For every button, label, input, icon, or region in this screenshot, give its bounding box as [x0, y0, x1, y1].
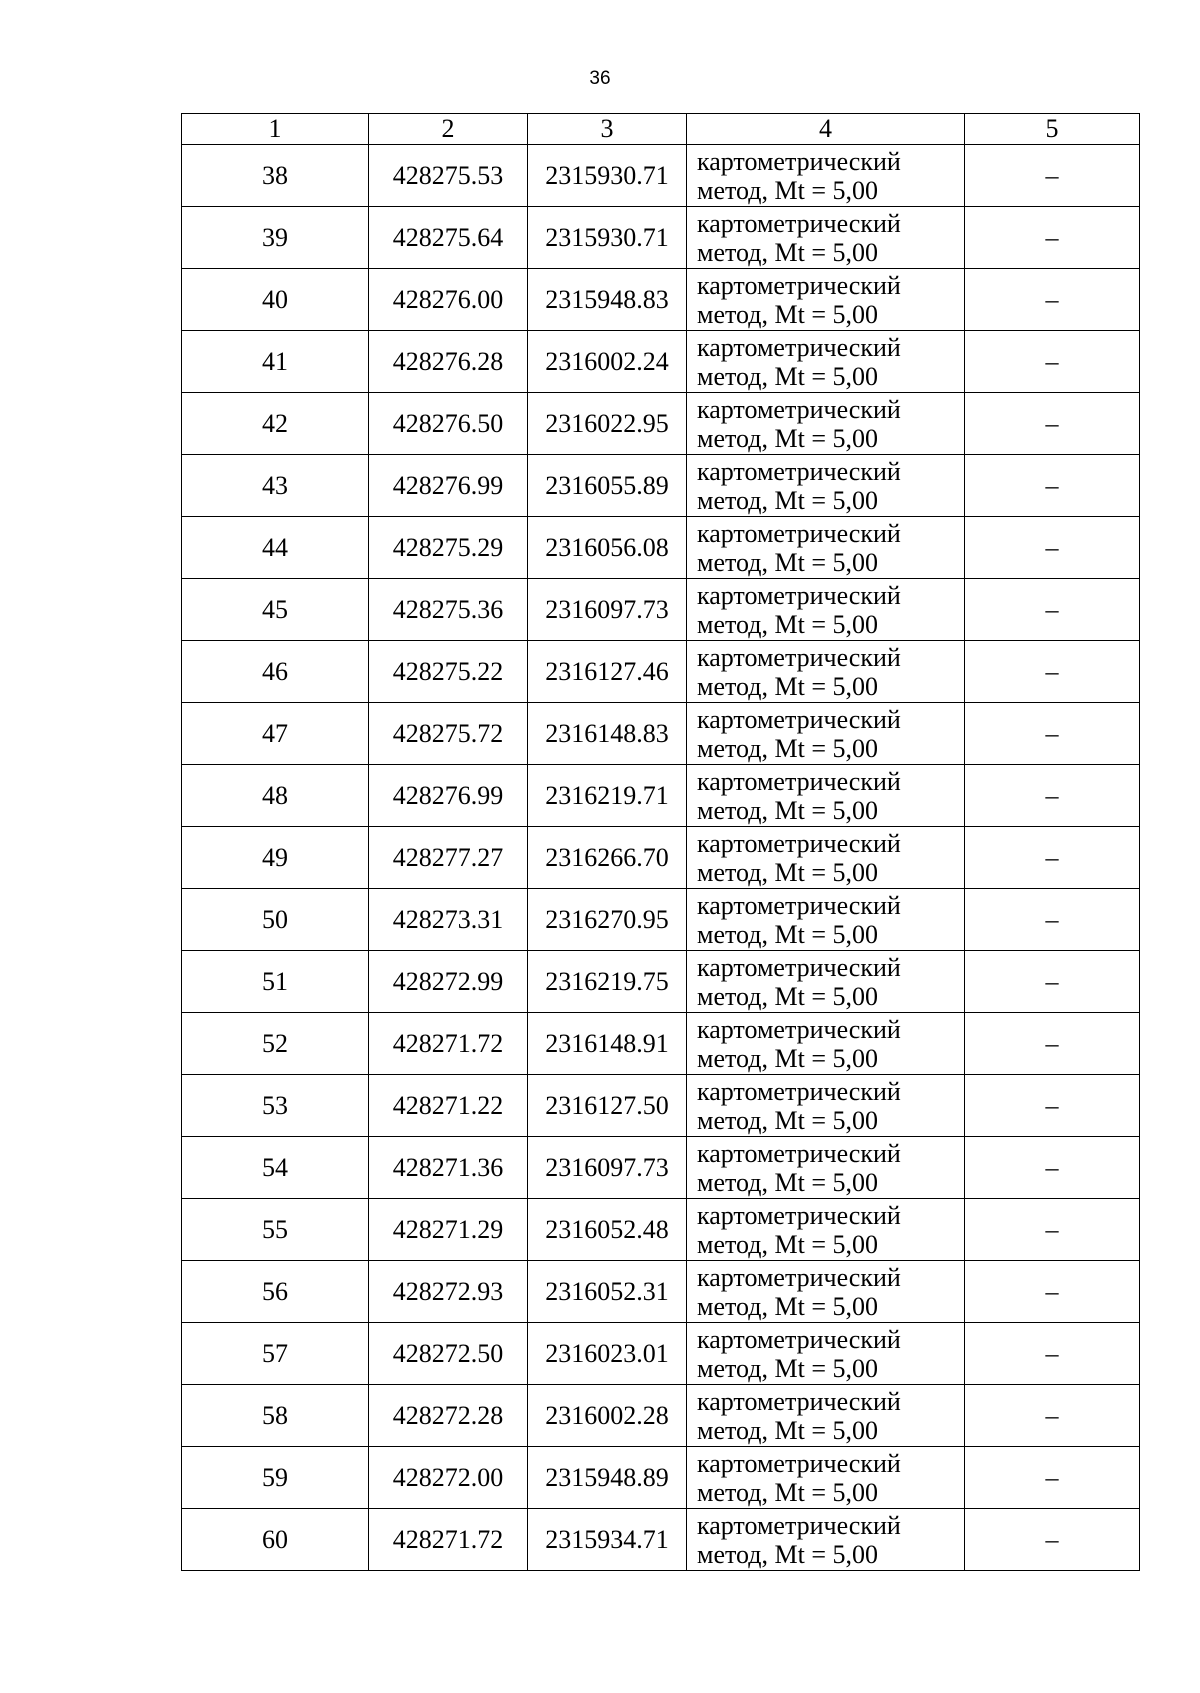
- table-row: [182, 455, 1140, 517]
- column-header-3: 3: [528, 114, 687, 145]
- cell-coordinate-y: 2315934.71: [528, 1509, 687, 1571]
- method-line-2: метод, Mt = 5,00: [697, 175, 878, 205]
- cell-coordinate-x: 428272.50: [369, 1323, 528, 1385]
- cell-note: –: [965, 827, 1140, 889]
- cell-method: [687, 455, 965, 517]
- method-line-1: картометрический: [697, 766, 901, 796]
- cell-point-number: 54: [182, 1137, 369, 1199]
- table-row: [182, 579, 1140, 641]
- cell-point-number: 60: [182, 1509, 369, 1571]
- table-row: [182, 1261, 1140, 1323]
- cell-coordinate-x: 428271.36: [369, 1137, 528, 1199]
- method-line-1: картометрический: [697, 1014, 901, 1044]
- cell-method: [687, 641, 965, 703]
- cell-point-number: 55: [182, 1199, 369, 1261]
- method-line-2: метод, Mt = 5,00: [697, 609, 878, 639]
- cell-point-number: 39: [182, 207, 369, 269]
- cell-method: [687, 1323, 965, 1385]
- table-header: [182, 114, 1140, 145]
- cell-coordinate-x: 428273.31: [369, 889, 528, 951]
- table-row: [182, 1447, 1140, 1509]
- cell-method: [687, 1013, 965, 1075]
- cell-note: –: [965, 641, 1140, 703]
- cell-method: [687, 889, 965, 951]
- table-row: [182, 1385, 1140, 1447]
- cell-coordinate-x: 428272.93: [369, 1261, 528, 1323]
- cell-coordinate-y: 2315948.83: [528, 269, 687, 331]
- cell-point-number: 50: [182, 889, 369, 951]
- cell-note: –: [965, 951, 1140, 1013]
- cell-point-number: 48: [182, 765, 369, 827]
- cell-coordinate-y: 2316055.89: [528, 455, 687, 517]
- table-row: [182, 393, 1140, 455]
- cell-point-number: 52: [182, 1013, 369, 1075]
- method-line-2: метод, Mt = 5,00: [697, 1353, 878, 1383]
- method-line-1: картометрический: [697, 208, 901, 238]
- cell-note: –: [965, 145, 1140, 207]
- cell-coordinate-y: 2316270.95: [528, 889, 687, 951]
- table-row: [182, 951, 1140, 1013]
- cell-note: –: [965, 1199, 1140, 1261]
- cell-coordinate-x: 428276.99: [369, 765, 528, 827]
- method-line-2: метод, Mt = 5,00: [697, 485, 878, 515]
- method-line-1: картометрический: [697, 518, 901, 548]
- method-line-1: картометрический: [697, 890, 901, 920]
- cell-coordinate-y: 2316097.73: [528, 579, 687, 641]
- cell-coordinate-y: 2316097.73: [528, 1137, 687, 1199]
- table-row: [182, 1075, 1140, 1137]
- cell-point-number: 40: [182, 269, 369, 331]
- method-line-2: метод, Mt = 5,00: [697, 1043, 878, 1073]
- cell-point-number: 43: [182, 455, 369, 517]
- cell-note: –: [965, 1261, 1140, 1323]
- cell-coordinate-x: 428276.28: [369, 331, 528, 393]
- cell-point-number: 59: [182, 1447, 369, 1509]
- method-line-2: метод, Mt = 5,00: [697, 1539, 878, 1569]
- method-line-1: картометрический: [697, 394, 901, 424]
- cell-point-number: 47: [182, 703, 369, 765]
- cell-method: [687, 765, 965, 827]
- cell-coordinate-y: 2316148.83: [528, 703, 687, 765]
- cell-coordinate-y: 2316148.91: [528, 1013, 687, 1075]
- cell-method: [687, 1447, 965, 1509]
- cell-note: –: [965, 1509, 1140, 1571]
- cell-point-number: 49: [182, 827, 369, 889]
- cell-note: –: [965, 393, 1140, 455]
- cell-point-number: 41: [182, 331, 369, 393]
- cell-method: [687, 269, 965, 331]
- cell-method: [687, 331, 965, 393]
- cell-point-number: 56: [182, 1261, 369, 1323]
- method-line-1: картометрический: [697, 1510, 901, 1540]
- cell-method: [687, 827, 965, 889]
- cell-point-number: 45: [182, 579, 369, 641]
- cell-method: [687, 393, 965, 455]
- cell-method: [687, 1137, 965, 1199]
- cell-note: –: [965, 765, 1140, 827]
- method-line-2: метод, Mt = 5,00: [697, 361, 878, 391]
- cell-coordinate-y: 2315930.71: [528, 145, 687, 207]
- method-line-2: метод, Mt = 5,00: [697, 1229, 878, 1259]
- cell-method: [687, 1199, 965, 1261]
- cell-coordinate-y: 2316002.24: [528, 331, 687, 393]
- method-line-1: картометрический: [697, 332, 901, 362]
- method-line-1: картометрический: [697, 1448, 901, 1478]
- cell-coordinate-x: 428277.27: [369, 827, 528, 889]
- cell-method: [687, 207, 965, 269]
- header-row: [182, 114, 1140, 145]
- coordinates-table: [181, 113, 1140, 1571]
- method-line-1: картометрический: [697, 1076, 901, 1106]
- cell-coordinate-x: 428276.00: [369, 269, 528, 331]
- table-row: [182, 517, 1140, 579]
- cell-note: –: [965, 269, 1140, 331]
- table-row: [182, 1137, 1140, 1199]
- method-line-2: метод, Mt = 5,00: [697, 299, 878, 329]
- table-row: [182, 827, 1140, 889]
- cell-coordinate-x: 428276.50: [369, 393, 528, 455]
- cell-coordinate-y: 2316127.50: [528, 1075, 687, 1137]
- method-line-2: метод, Mt = 5,00: [697, 733, 878, 763]
- column-header-4: 4: [687, 114, 965, 145]
- cell-method: [687, 1385, 965, 1447]
- table-row: [182, 269, 1140, 331]
- cell-method: [687, 1075, 965, 1137]
- method-line-2: метод, Mt = 5,00: [697, 919, 878, 949]
- cell-note: –: [965, 207, 1140, 269]
- method-line-2: метод, Mt = 5,00: [697, 1167, 878, 1197]
- table-row: [182, 703, 1140, 765]
- cell-note: –: [965, 1137, 1140, 1199]
- table-row: [182, 889, 1140, 951]
- table-row: [182, 765, 1140, 827]
- table-row: [182, 207, 1140, 269]
- cell-note: –: [965, 889, 1140, 951]
- cell-point-number: 46: [182, 641, 369, 703]
- method-line-1: картометрический: [697, 1200, 901, 1230]
- cell-note: –: [965, 1013, 1140, 1075]
- method-line-2: метод, Mt = 5,00: [697, 1291, 878, 1321]
- cell-coordinate-y: 2316056.08: [528, 517, 687, 579]
- method-line-2: метод, Mt = 5,00: [697, 981, 878, 1011]
- cell-note: –: [965, 517, 1140, 579]
- cell-coordinate-y: 2316023.01: [528, 1323, 687, 1385]
- column-header-1: 1: [182, 114, 369, 145]
- cell-coordinate-x: 428275.72: [369, 703, 528, 765]
- cell-coordinate-y: 2316002.28: [528, 1385, 687, 1447]
- cell-point-number: 53: [182, 1075, 369, 1137]
- column-header-2: 2: [369, 114, 528, 145]
- table-row: [182, 1013, 1140, 1075]
- cell-coordinate-x: 428272.99: [369, 951, 528, 1013]
- method-line-1: картометрический: [697, 146, 901, 176]
- table-row: [182, 641, 1140, 703]
- cell-coordinate-x: 428275.22: [369, 641, 528, 703]
- cell-coordinate-x: 428275.53: [369, 145, 528, 207]
- method-line-1: картометрический: [697, 952, 901, 982]
- method-line-1: картометрический: [697, 580, 901, 610]
- method-line-1: картометрический: [697, 828, 901, 858]
- method-line-1: картометрический: [697, 704, 901, 734]
- table-row: [182, 1323, 1140, 1385]
- method-line-2: метод, Mt = 5,00: [697, 423, 878, 453]
- cell-method: [687, 703, 965, 765]
- cell-coordinate-y: 2316266.70: [528, 827, 687, 889]
- cell-coordinate-y: 2315948.89: [528, 1447, 687, 1509]
- table-body: [182, 145, 1140, 1571]
- cell-coordinate-x: 428275.36: [369, 579, 528, 641]
- table-row: [182, 331, 1140, 393]
- cell-coordinate-x: 428271.29: [369, 1199, 528, 1261]
- cell-note: –: [965, 1075, 1140, 1137]
- cell-point-number: 57: [182, 1323, 369, 1385]
- cell-method: [687, 1261, 965, 1323]
- table-row: [182, 1509, 1140, 1571]
- method-line-2: метод, Mt = 5,00: [697, 671, 878, 701]
- method-line-1: картометрический: [697, 270, 901, 300]
- cell-note: –: [965, 1323, 1140, 1385]
- cell-coordinate-y: 2316052.31: [528, 1261, 687, 1323]
- cell-note: –: [965, 703, 1140, 765]
- method-line-1: картометрический: [697, 1386, 901, 1416]
- method-line-2: метод, Mt = 5,00: [697, 857, 878, 887]
- cell-coordinate-x: 428271.72: [369, 1509, 528, 1571]
- cell-point-number: 44: [182, 517, 369, 579]
- cell-coordinate-x: 428275.29: [369, 517, 528, 579]
- cell-note: –: [965, 1385, 1140, 1447]
- cell-note: –: [965, 455, 1140, 517]
- cell-method: [687, 951, 965, 1013]
- cell-point-number: 58: [182, 1385, 369, 1447]
- cell-method: [687, 579, 965, 641]
- cell-coordinate-y: 2315930.71: [528, 207, 687, 269]
- method-line-1: картометрический: [697, 642, 901, 672]
- cell-coordinate-y: 2316127.46: [528, 641, 687, 703]
- cell-note: –: [965, 331, 1140, 393]
- cell-coordinate-x: 428272.00: [369, 1447, 528, 1509]
- cell-point-number: 42: [182, 393, 369, 455]
- method-line-2: метод, Mt = 5,00: [697, 795, 878, 825]
- cell-point-number: 51: [182, 951, 369, 1013]
- cell-method: [687, 145, 965, 207]
- method-line-2: метод, Mt = 5,00: [697, 237, 878, 267]
- column-header-5: 5: [965, 114, 1140, 145]
- table-row: [182, 1199, 1140, 1261]
- cell-coordinate-y: 2316219.71: [528, 765, 687, 827]
- cell-coordinate-y: 2316219.75: [528, 951, 687, 1013]
- cell-coordinate-x: 428275.64: [369, 207, 528, 269]
- method-line-1: картометрический: [697, 1262, 901, 1292]
- cell-coordinate-x: 428271.72: [369, 1013, 528, 1075]
- cell-coordinate-y: 2316022.95: [528, 393, 687, 455]
- page-number: 36: [589, 68, 611, 89]
- method-line-1: картометрический: [697, 1324, 901, 1354]
- method-line-1: картометрический: [697, 456, 901, 486]
- method-line-1: картометрический: [697, 1138, 901, 1168]
- cell-coordinate-x: 428271.22: [369, 1075, 528, 1137]
- method-line-2: метод, Mt = 5,00: [697, 1477, 878, 1507]
- table-row: [182, 145, 1140, 207]
- cell-coordinate-x: 428276.99: [369, 455, 528, 517]
- cell-coordinate-x: 428272.28: [369, 1385, 528, 1447]
- cell-note: –: [965, 1447, 1140, 1509]
- cell-coordinate-y: 2316052.48: [528, 1199, 687, 1261]
- cell-point-number: 38: [182, 145, 369, 207]
- method-line-2: метод, Mt = 5,00: [697, 547, 878, 577]
- method-line-2: метод, Mt = 5,00: [697, 1105, 878, 1135]
- cell-note: –: [965, 579, 1140, 641]
- cell-method: [687, 517, 965, 579]
- method-line-2: метод, Mt = 5,00: [697, 1415, 878, 1445]
- cell-method: [687, 1509, 965, 1571]
